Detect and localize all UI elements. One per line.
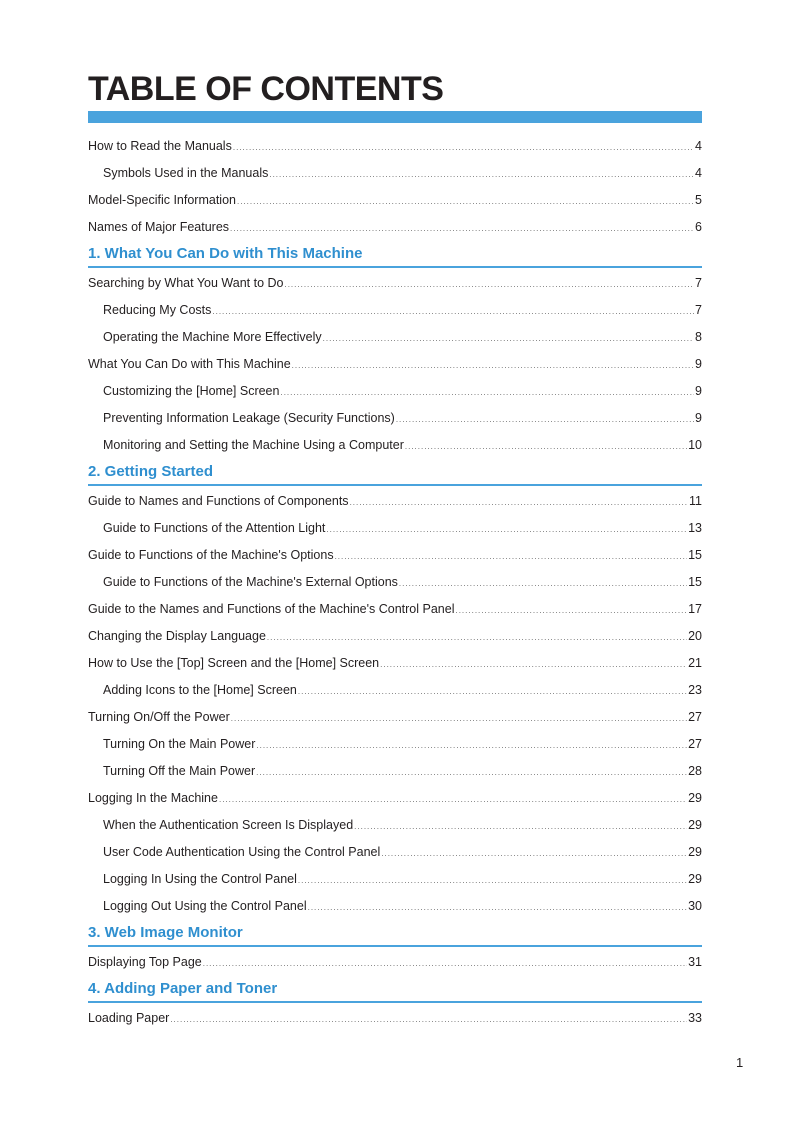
toc-subentry[interactable] (88, 160, 702, 187)
dot-leader (405, 433, 687, 460)
toc-subentry[interactable] (88, 893, 702, 920)
toc-entry-title: Searching by What You Want to Do (88, 276, 284, 290)
toc-entry[interactable] (88, 785, 702, 812)
dot-leader (308, 894, 687, 921)
toc-entry[interactable] (88, 650, 702, 677)
dot-leader (335, 543, 688, 570)
toc-entry-page: 15 (688, 575, 702, 589)
toc-subentry[interactable] (88, 515, 702, 542)
toc-subentry[interactable] (88, 731, 702, 758)
toc-entry-page: 9 (695, 411, 702, 425)
dot-leader (323, 325, 694, 352)
toc-entry-page: 27 (688, 710, 702, 724)
toc-list (88, 133, 702, 1032)
toc-entry[interactable] (88, 596, 702, 623)
toc-entry-title: Turning On the Main Power (103, 737, 256, 751)
toc-entry-title: Adding Icons to the [Home] Screen (103, 683, 297, 697)
toc-entry-page: 20 (688, 629, 702, 643)
title-underline-bar (88, 111, 702, 123)
dot-leader (219, 786, 687, 813)
toc-entry-title: Guide to Functions of the Machine's External Options (103, 575, 398, 589)
dot-leader (326, 516, 687, 543)
toc-subentry[interactable] (88, 812, 702, 839)
dot-leader (399, 570, 687, 597)
toc-entry[interactable] (88, 270, 702, 297)
dot-leader (269, 161, 694, 188)
dot-leader (231, 705, 687, 732)
dot-leader (267, 624, 687, 651)
toc-entry[interactable] (88, 542, 702, 569)
toc-subentry[interactable] (88, 297, 702, 324)
dot-leader (212, 298, 694, 325)
toc-entry[interactable] (88, 1005, 702, 1032)
toc-entry[interactable] (88, 133, 702, 160)
toc-entry-title: Turning On/Off the Power (88, 710, 230, 724)
dot-leader (233, 134, 694, 161)
dot-leader (292, 352, 694, 379)
dot-leader (396, 406, 694, 433)
dot-leader (455, 597, 687, 624)
toc-entry-title: Guide to Functions of the Machine's Options (88, 548, 334, 562)
toc-subentry[interactable] (88, 324, 702, 351)
toc-entry-title: Reducing My Costs (103, 303, 212, 317)
dot-leader (298, 867, 687, 894)
dot-leader (237, 188, 694, 215)
page-title: TABLE OF CONTENTS (88, 70, 444, 108)
toc-entry-page: 9 (695, 357, 702, 371)
toc-entry[interactable] (88, 704, 702, 731)
dot-leader (230, 215, 694, 242)
toc-entry-title: Logging Out Using the Control Panel (103, 899, 307, 913)
toc-entry[interactable] (88, 351, 702, 378)
dot-leader (284, 271, 694, 298)
toc-entry-page: 6 (695, 220, 702, 234)
toc-entry-page: 11 (689, 494, 702, 508)
toc-entry-page: 29 (688, 872, 702, 886)
toc-entry-page: 23 (688, 683, 702, 697)
toc-entry-title: Names of Major Features (88, 220, 230, 234)
toc-entry-title: Model-Specific Information (88, 193, 236, 207)
toc-entry-page: 33 (688, 1011, 702, 1025)
toc-entry-title: Guide to the Names and Functions of the Machine's Control Panel (88, 602, 455, 616)
chapter-heading[interactable]: 4. Adding Paper and Toner (88, 976, 702, 1003)
toc-entry-page: 17 (688, 602, 702, 616)
toc-subentry[interactable] (88, 378, 702, 405)
dot-leader (170, 1006, 687, 1033)
toc-subentry[interactable] (88, 569, 702, 596)
toc-entry-page: 31 (688, 955, 702, 969)
toc-entry-title: What You Can Do with This Machine (88, 357, 291, 371)
toc-entry-page: 8 (695, 330, 702, 344)
toc-entry-page: 21 (688, 656, 702, 670)
dot-leader (380, 651, 687, 678)
toc-entry-page: 5 (695, 193, 702, 207)
dot-leader (354, 813, 687, 840)
toc-entry-title: Symbols Used in the Manuals (103, 166, 269, 180)
toc-entry[interactable] (88, 949, 702, 976)
toc-entry-title: Logging In the Machine (88, 791, 218, 805)
toc-entry[interactable] (88, 623, 702, 650)
toc-entry-title: Guide to Functions of the Attention Light (103, 521, 326, 535)
dot-leader (350, 489, 688, 516)
toc-entry-title: Guide to Names and Functions of Components (88, 494, 349, 508)
toc-entry-page: 30 (688, 899, 702, 913)
toc-entry-page: 28 (688, 764, 702, 778)
toc-entry[interactable] (88, 187, 702, 214)
toc-entry-title: Changing the Display Language (88, 629, 266, 643)
toc-entry-page: 4 (695, 139, 702, 153)
toc-entry-page: 7 (695, 303, 702, 317)
toc-entry-title: User Code Authentication Using the Control Panel (103, 845, 381, 859)
toc-subentry[interactable] (88, 866, 702, 893)
toc-entry[interactable] (88, 214, 702, 241)
toc-entry-title: How to Read the Manuals (88, 139, 232, 153)
toc-entry-title: Customizing the [Home] Screen (103, 384, 280, 398)
toc-entry-title: Preventing Information Leakage (Security Functions) (103, 411, 395, 425)
toc-entry-title: When the Authentication Screen Is Displayed (103, 818, 354, 832)
dot-leader (298, 678, 687, 705)
toc-entry-title: Monitoring and Setting the Machine Using a Computer (103, 438, 404, 452)
toc-entry-title: Logging In Using the Control Panel (103, 872, 297, 886)
toc-subentry[interactable] (88, 405, 702, 432)
chapter-heading[interactable]: 1. What You Can Do with This Machine (88, 241, 702, 268)
toc-entry-page: 4 (695, 166, 702, 180)
chapter-heading[interactable]: 3. Web Image Monitor (88, 920, 702, 947)
dot-leader (256, 759, 687, 786)
toc-entry-page: 7 (695, 276, 702, 290)
toc-entry-title: Loading Paper (88, 1011, 170, 1025)
toc-entry-title: Operating the Machine More Effectively (103, 330, 322, 344)
toc-entry-page: 29 (688, 818, 702, 832)
dot-leader (256, 732, 687, 759)
toc-entry-page: 29 (688, 845, 702, 859)
toc-entry-title: Displaying Top Page (88, 955, 202, 969)
chapter-heading[interactable]: 2. Getting Started (88, 459, 702, 486)
toc-subentry[interactable] (88, 677, 702, 704)
dot-leader (280, 379, 694, 406)
toc-entry-page: 15 (688, 548, 702, 562)
dot-leader (203, 950, 687, 977)
toc-entry-page: 29 (688, 791, 702, 805)
toc-entry-title: How to Use the [Top] Screen and the [Home] Screen (88, 656, 380, 670)
toc-entry-page: 27 (688, 737, 702, 751)
page-number: 1 (736, 1055, 744, 1070)
dot-leader (381, 840, 687, 867)
toc-entry[interactable] (88, 488, 702, 515)
toc-entry-title: Turning Off the Main Power (103, 764, 256, 778)
toc-entry-page: 13 (688, 521, 702, 535)
toc-subentry[interactable] (88, 839, 702, 866)
toc-entry-page: 10 (688, 438, 702, 452)
toc-subentry[interactable] (88, 758, 702, 785)
toc-subentry[interactable] (88, 432, 702, 459)
toc-entry-page: 9 (695, 384, 702, 398)
